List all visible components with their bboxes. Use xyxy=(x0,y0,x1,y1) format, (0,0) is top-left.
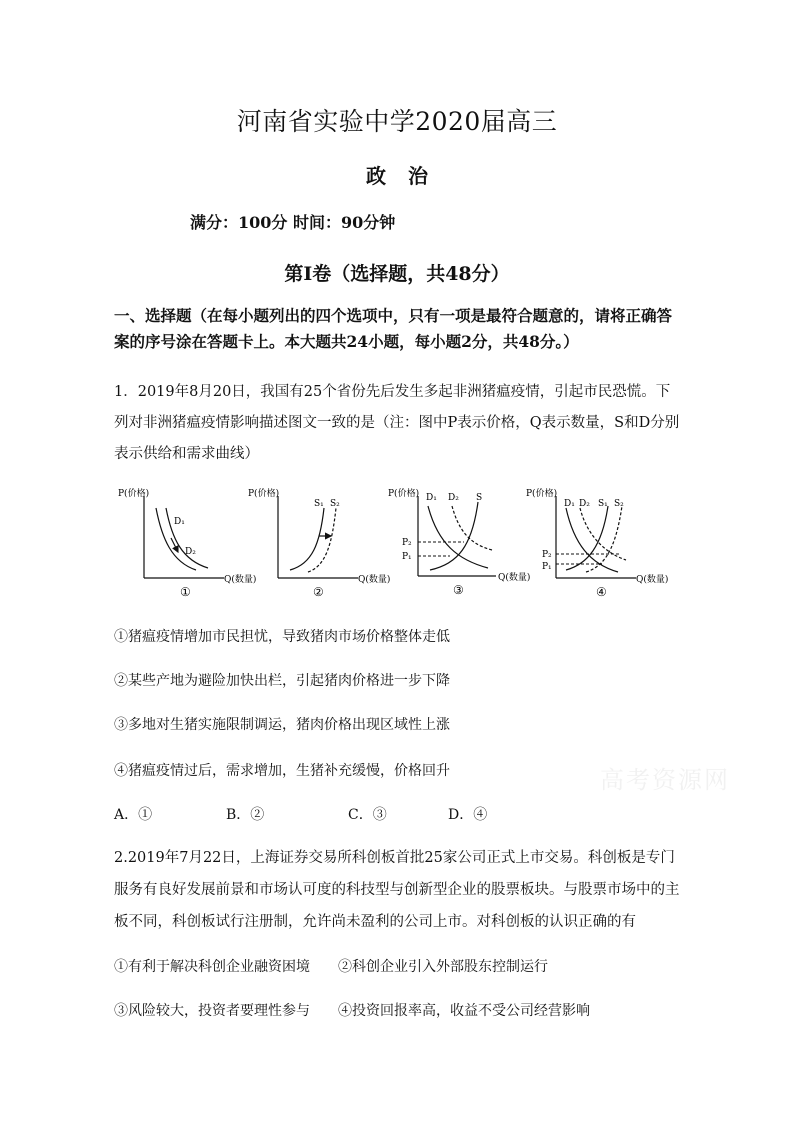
section-instructions: 一、选择题（在每小题列出的四个选项中，只有一项是最符合题意的，请将正确答案的序号涂在答题卡上。本大题共24小题，每小题2分，共48分。） xyxy=(114,306,673,351)
question-1-stem: 1．2019年8月20日，我国有25个省份先后发生多起非洲猪瘟疫情，引起市民恐慌。下列对非洲猪瘟疫情影响描述图文一致的是（注：图中P表示价格，Q表示数量，S和D分别表示供给和需求曲线） xyxy=(114,384,680,462)
graph-3-label-s: S xyxy=(476,493,483,503)
graph-4-curve-d2 xyxy=(580,508,626,560)
graph-3-y-axis: P(价格) xyxy=(388,489,420,499)
graph-1-curve-d2 xyxy=(166,508,208,568)
graph-4-label-d2: D₂ xyxy=(579,499,590,509)
graph-1-number: ① xyxy=(180,585,191,599)
q1-option-d: D．④ xyxy=(448,807,488,823)
graph-3-curve-d1 xyxy=(428,506,488,568)
q1-statement-4: ④猪瘟疫情过后，需求增加，生猪补充缓慢，价格回升 xyxy=(114,763,450,779)
document-title: 河南省实验中学2020届高三 xyxy=(236,107,558,136)
graph-3 xyxy=(388,487,530,597)
graph-3-x-axis: Q(数量) xyxy=(498,573,531,583)
q1-statement-1: ①猪瘟疫情增加市民担忧，导致猪肉市场价格整体走低 xyxy=(114,629,450,645)
graph-2-number: ② xyxy=(313,585,324,599)
q1-option-a: A．① xyxy=(114,807,153,823)
graph-4-curve-s2 xyxy=(586,506,622,572)
question-2-stem: 2.2019年7月22日，上海证券交易所科创板首批25家公司正式上市交易。科创板是专门服务有良好发展前景和市场认可度的科技型与创新型企业的股票板块。与股票市场中的主板不同，科创板试行注册制，允许尚未盈利的公司上市。对科创板的认识正确的有 xyxy=(114,850,680,930)
graph-4-number: ④ xyxy=(596,585,607,599)
q2-statement-4: ④投资回报率高，收益不受公司经营影响 xyxy=(338,1003,590,1019)
graph-1 xyxy=(118,487,256,599)
graph-2-curve-s2 xyxy=(308,508,336,572)
graph-4-level-p1: P₁ xyxy=(542,562,552,572)
graph-4-label-d1: D₁ xyxy=(564,499,575,509)
q1-statement-3: ③多地对生猪实施限制调运，猪肉价格出现区域性上涨 xyxy=(114,717,450,733)
graph-4 xyxy=(526,487,668,599)
part-title: 第Ⅰ卷（选择题，共48分） xyxy=(284,263,510,285)
q1-option-b: B．② xyxy=(226,807,265,823)
graph-2-x-axis: Q(数量) xyxy=(358,575,391,585)
q2-statement-3: ③风险较大，投资者要理性参与 xyxy=(114,1003,310,1019)
q1-options xyxy=(114,804,614,824)
graph-1-shift-arrow xyxy=(171,538,178,552)
graph-4-y-axis: P(价格) xyxy=(526,489,558,499)
graph-4-curve-s1 xyxy=(566,506,608,570)
graph-3-level-p1: P₁ xyxy=(402,552,412,562)
q2-statement-row-1 xyxy=(114,956,684,976)
graph-4-label-s2: S₂ xyxy=(614,499,624,509)
q2-statement-1: ①有利于解决科创企业融资困境 xyxy=(114,959,310,975)
graph-2-label-s2: S₂ xyxy=(330,499,340,509)
graph-1-label-d2: D₂ xyxy=(185,547,196,557)
graphs-svg xyxy=(112,484,702,604)
graph-4-x-axis: Q(数量) xyxy=(636,575,669,585)
q1-statement-2: ②某些产地为避险加快出栏，引起猪肉价格进一步下降 xyxy=(114,673,450,689)
graph-2 xyxy=(248,487,390,599)
graph-2-y-axis: P(价格) xyxy=(248,489,280,499)
graph-3-label-d1: D₁ xyxy=(426,493,437,503)
question-1-graphs xyxy=(112,484,702,604)
graph-4-curve-d1 xyxy=(566,508,618,572)
graph-1-label-d1: D₁ xyxy=(174,517,185,527)
watermark: 高考资源网 xyxy=(600,766,730,794)
graph-3-number: ③ xyxy=(453,583,464,597)
graph-2-curve-s1 xyxy=(290,508,324,570)
graph-2-label-s1: S₁ xyxy=(314,499,324,509)
subject-heading: 政治 xyxy=(366,164,450,188)
exam-meta: 满分：100分 时间：90分钟 xyxy=(190,213,396,232)
q2-statement-2: ②科创企业引入外部股东控制运行 xyxy=(338,959,548,975)
q2-statement-row-2 xyxy=(114,1000,684,1020)
q1-option-c: C．③ xyxy=(348,807,387,823)
graph-4-label-s1: S₁ xyxy=(598,499,608,509)
graph-1-y-axis: P(价格) xyxy=(118,489,150,499)
graph-1-x-axis: Q(数量) xyxy=(224,575,257,585)
graph-3-level-p2: P₂ xyxy=(402,538,412,548)
graph-4-level-p2: P₂ xyxy=(542,550,552,560)
graph-3-label-d2: D₂ xyxy=(448,493,459,503)
